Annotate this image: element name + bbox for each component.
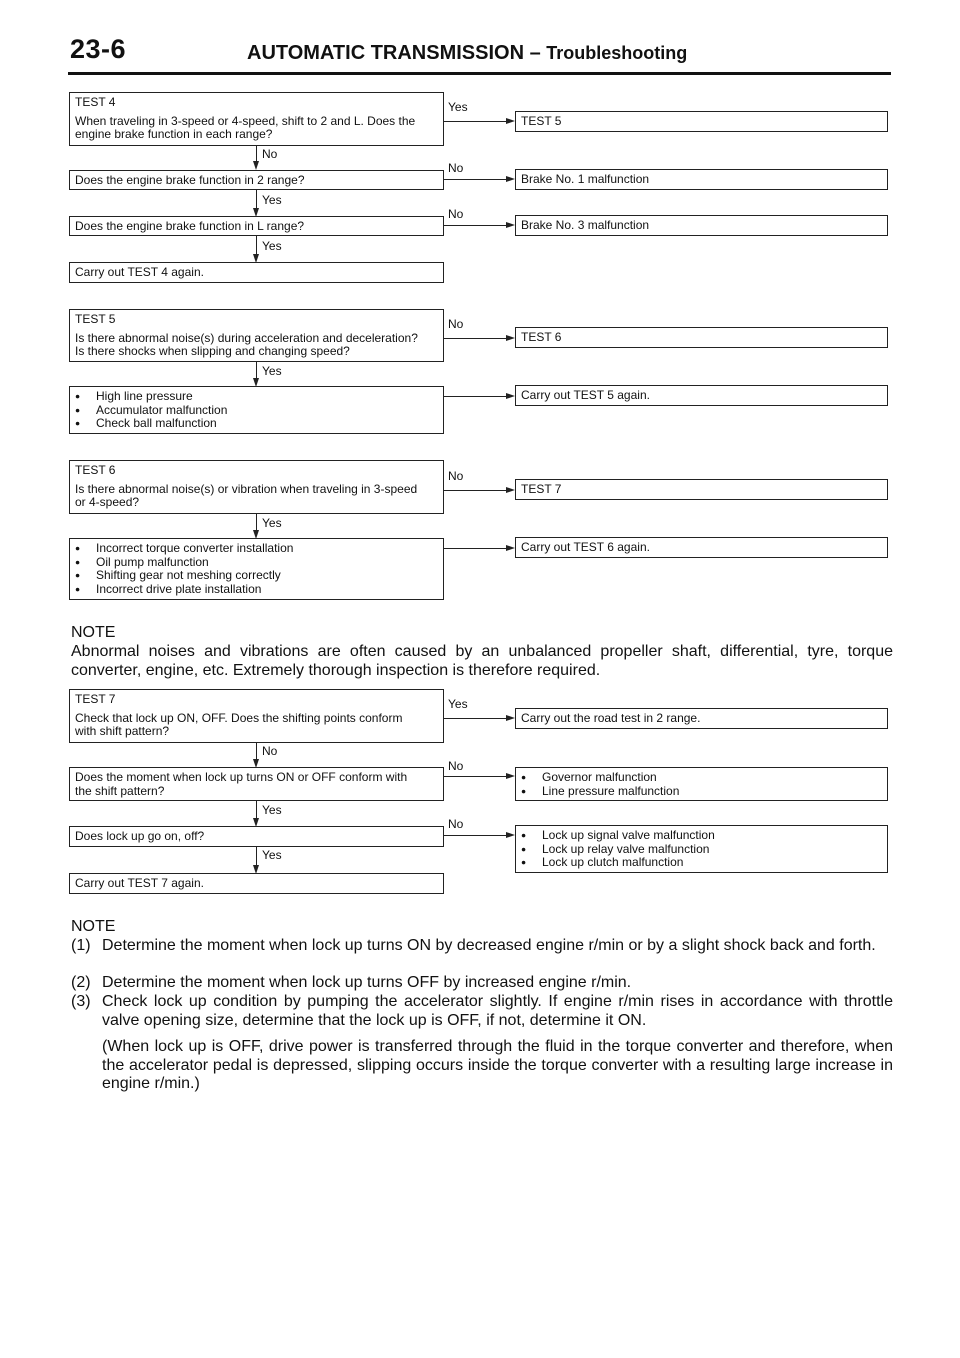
test7-q2-box <box>69 767 444 801</box>
note-item-number: (3) <box>71 993 91 1010</box>
test7-question-line: Check that lock up ON, OFF. Does the shifting points conform <box>75 710 403 725</box>
test7-header: TEST 7 <box>75 692 116 706</box>
note-label: NOTE <box>71 624 116 641</box>
test5-causes-box <box>69 386 444 434</box>
test5-no-result-box <box>515 327 888 348</box>
cause-item: ● Lock up signal valve malfunction <box>521 829 882 843</box>
test5-no-label: No <box>448 317 464 331</box>
note-item <box>71 937 893 956</box>
connector-line <box>444 338 507 339</box>
result-text: Carry out TEST 5 again. <box>521 388 650 402</box>
connector-line <box>444 776 507 777</box>
connector-line <box>444 718 507 719</box>
test4-no-label: No <box>262 147 278 161</box>
test4-yes-result-box <box>515 111 888 132</box>
arrow-right-icon <box>506 832 515 838</box>
arrow-right-icon <box>506 222 515 228</box>
arrow-right-icon <box>506 335 515 341</box>
result-text: TEST 7 <box>521 482 562 496</box>
arrow-right-icon <box>506 715 515 721</box>
cause-item: ● Accumulator malfunction <box>75 404 438 418</box>
test4-question-line: When traveling in 3-speed or 4-speed, shift to 2 and L. Does the <box>75 113 416 128</box>
question-text: Does the engine brake function in 2 range? <box>75 173 305 187</box>
test7-q2-no-result-box <box>515 767 888 801</box>
arrow-right-icon <box>506 487 515 493</box>
cause-item: ● Lock up clutch malfunction <box>521 856 882 870</box>
test7-q3-yes-label: Yes <box>262 848 282 862</box>
test4-q3-no-result-box <box>515 215 888 236</box>
test4-q2-yes-label: Yes <box>262 193 282 207</box>
cause-item: ● Oil pump malfunction <box>75 556 438 570</box>
test7-q2-no-label: No <box>448 759 464 773</box>
note-item-text: Check lock up condition by pumping the accelerator slightly. If engine r/min rises in accordance with throttle valve opening size, determine that the lock up is OFF, if not, determine it ON. <box>102 993 893 1029</box>
test7-final-box <box>69 873 444 894</box>
final-text: Carry out TEST 4 again. <box>75 265 204 279</box>
connector-line <box>444 835 507 836</box>
test6-question-line: or 4-speed? <box>75 495 140 509</box>
test5-again-box <box>515 385 888 406</box>
connector-line <box>444 396 507 397</box>
test6-header: TEST 6 <box>75 463 116 477</box>
test6-no-result-box <box>515 479 888 500</box>
test5-header: TEST 5 <box>75 312 116 326</box>
result-text: TEST 5 <box>521 114 562 128</box>
question-text: Does the engine brake function in L range? <box>75 219 305 233</box>
cause-item: ● Incorrect torque converter installation <box>75 542 438 556</box>
note-parenthetical: (When lock up is OFF, drive power is transferred through the fluid in the torque converter and therefore, when the accelerator pedal is depressed, slipping occurs inside the torque converter with a resulting large increase in engine r/min.) <box>102 1038 893 1092</box>
test4-yes-label: Yes <box>448 100 468 114</box>
result-text: TEST 6 <box>521 330 562 344</box>
test6-no-label: No <box>448 469 464 483</box>
test7-yes-label: Yes <box>448 697 468 711</box>
arrow-right-icon <box>506 176 515 182</box>
test7-no-label: No <box>262 744 278 758</box>
cause-item: ● Check ball malfunction <box>75 417 438 431</box>
arrow-right-icon <box>506 545 515 551</box>
question-text: Does lock up go on, off? <box>75 829 205 843</box>
cause-item: ● Lock up relay valve malfunction <box>521 843 882 857</box>
result-text: Carry out TEST 6 again. <box>521 540 650 554</box>
note-paragraph: Abnormal noises and vibrations are often caused by an unbalanced propeller shaft, differential, tyre, torque converter, engine, etc. Extremely thorough inspection is therefore required. <box>71 643 893 679</box>
note-item-number: (1) <box>71 937 91 954</box>
test5-question-line: Is there abnormal noise(s) during acceleration and deceleration? <box>75 330 418 345</box>
test4-q3-box <box>69 216 444 236</box>
test7-yes-result-box <box>515 708 888 729</box>
test4-q2-box <box>69 170 444 190</box>
arrow-down-icon <box>253 161 259 170</box>
test7-q3-no-result-box <box>515 825 888 873</box>
result-text: Brake No. 1 malfunction <box>521 172 650 186</box>
test4-q3-no-label: No <box>448 207 464 221</box>
result-text: Brake No. 3 malfunction <box>521 218 650 232</box>
cause-item: ● Line pressure malfunction <box>521 785 882 799</box>
test4-q3-yes-label: Yes <box>262 239 282 253</box>
cause-item: ● Incorrect drive plate installation <box>75 583 438 597</box>
test4-question-box <box>69 92 444 146</box>
test4-q2-no-result-box <box>515 169 888 190</box>
cause-item: ● Governor malfunction <box>521 771 882 785</box>
test6-yes-label: Yes <box>262 516 282 530</box>
test5-question-line: Is there shocks when slipping and changing speed? <box>75 344 350 358</box>
note-item <box>71 993 893 1030</box>
test4-header: TEST 4 <box>75 95 116 109</box>
note-item-number: (2) <box>71 974 91 991</box>
test7-q2-yes-label: Yes <box>262 803 282 817</box>
connector-line <box>444 121 507 122</box>
cause-item: ● High line pressure <box>75 390 438 404</box>
test6-question-box <box>69 460 444 514</box>
test6-causes-box <box>69 538 444 600</box>
arrow-right-icon <box>506 393 515 399</box>
cause-item: ● Shifting gear not meshing correctly <box>75 569 438 583</box>
test5-question-box <box>69 309 444 362</box>
test7-question-box <box>69 689 444 743</box>
arrow-right-icon <box>506 118 515 124</box>
test4-final-box <box>69 262 444 283</box>
page-number: 23-6 <box>70 34 127 64</box>
title-dash: – <box>529 42 541 64</box>
arrow-right-icon <box>506 773 515 779</box>
section-subtitle: Troubleshooting <box>546 43 688 63</box>
note-item-text: Determine the moment when lock up turns OFF by increased engine r/min. <box>102 974 632 991</box>
test7-question-line: with shift pattern? <box>75 724 170 738</box>
connector-line <box>444 225 507 226</box>
test7-q3-no-label: No <box>448 817 464 831</box>
section-title: AUTOMATIC TRANSMISSION <box>247 42 525 64</box>
header-rule <box>68 72 891 75</box>
test5-yes-label: Yes <box>262 364 282 378</box>
final-text: Carry out TEST 7 again. <box>75 876 204 890</box>
test6-again-box <box>515 537 888 558</box>
test6-question-line: Is there abnormal noise(s) or vibration when traveling in 3-speed <box>75 481 418 496</box>
note-label: NOTE <box>71 918 116 935</box>
result-text: Carry out the road test in 2 range. <box>521 711 701 725</box>
test4-question-line: engine brake function in each range? <box>75 127 273 141</box>
test4-q2-no-label: No <box>448 161 464 175</box>
connector-line <box>444 179 507 180</box>
question-line: Does the moment when lock up turns ON or OFF conform with <box>75 770 408 784</box>
note-item-text: Determine the moment when lock up turns ON by decreased engine r/min or by a slight shock back and forth. <box>102 937 876 954</box>
question-line: the shift pattern? <box>75 783 165 798</box>
note-item <box>71 974 893 993</box>
connector-line <box>444 490 507 491</box>
test7-q3-box <box>69 826 444 847</box>
page-title <box>247 42 687 65</box>
connector-line <box>444 548 507 549</box>
